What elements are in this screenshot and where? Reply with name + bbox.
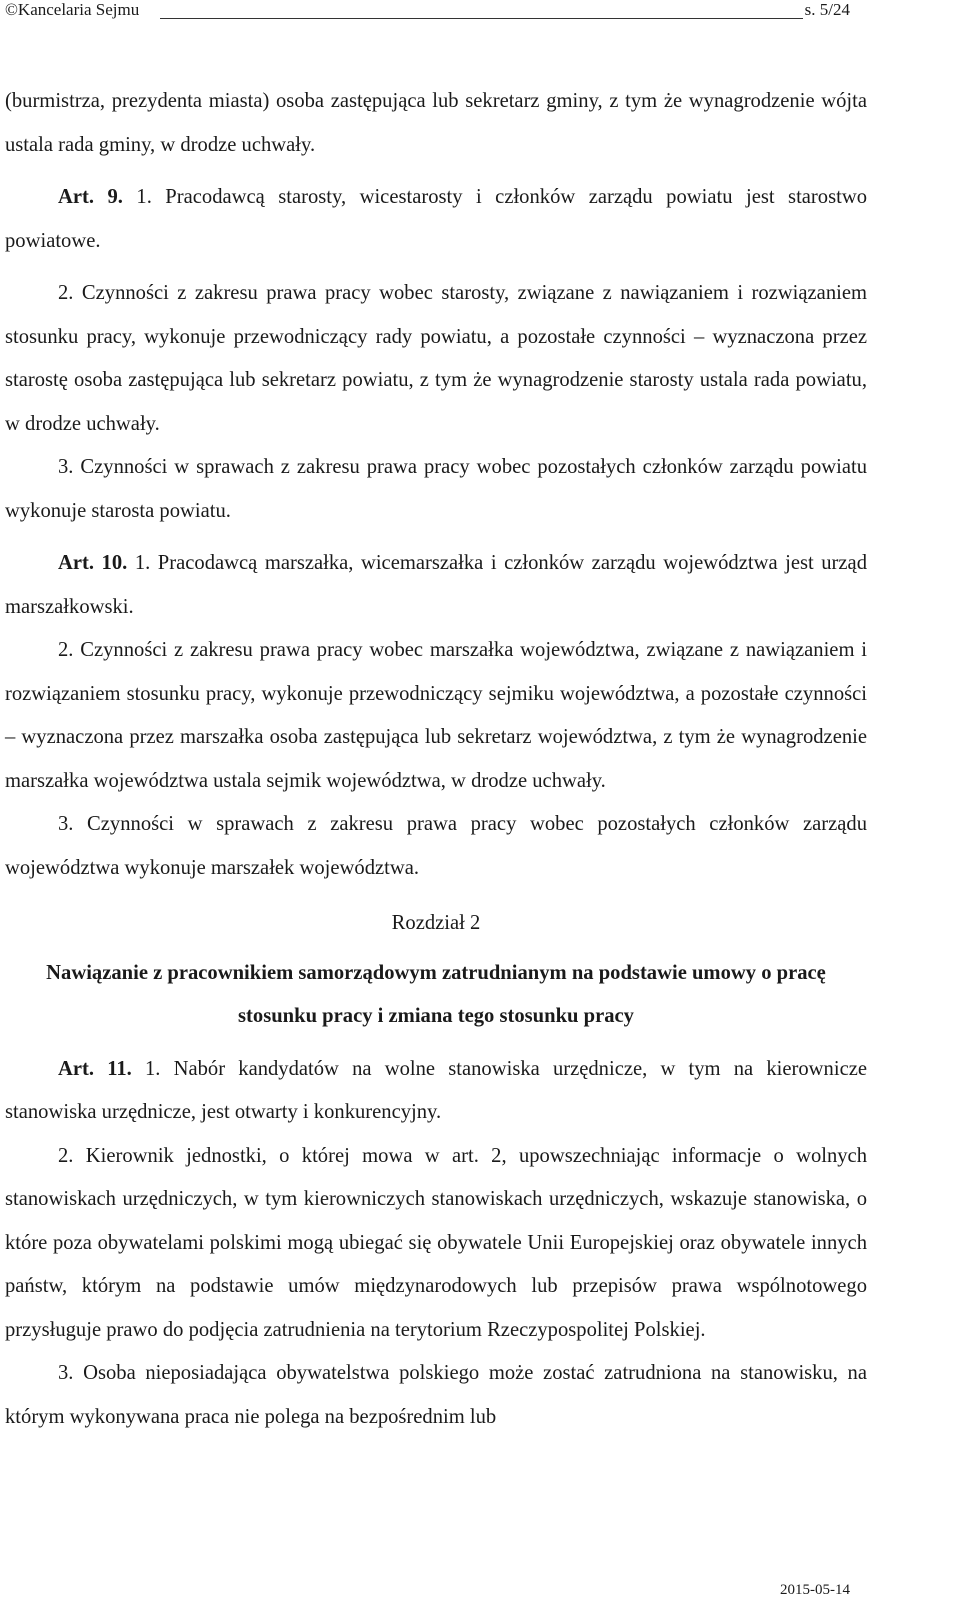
page-number: s. 5/24 (804, 0, 850, 19)
art-9-par-1 (5, 176, 867, 263)
art-11-par-2: 2. Kierownik jednostki, o której mowa w art. 2, upowszechniając informacje o wolnych stanowiskach urzędniczych, w tym kierowniczych stanowiskach urzędniczych, wskazuje stanowiska, o które poza obywatelami polskimi mogą ubiegać się obywatele Unii Europejskiej oraz obywatele innych państw, którym na podstawie umów międzynarodowych lub przepisów prawa wspólnotowego przysługuje prawo do podjęcia zatrudnienia na terytorium Rzeczypospolitej Polskiej. (5, 1144, 867, 1341)
art-10-par-1 (5, 542, 867, 629)
art-11-par-1 (5, 1048, 867, 1135)
footer-date: 2015-05-14 (780, 1582, 850, 1598)
art-10-label: Art. 10. (58, 552, 128, 574)
source-label: ©Kancelaria Sejmu (5, 0, 140, 19)
chapter-heading: Rozdział 2 (391, 912, 481, 934)
header-rule (160, 18, 803, 19)
document-body (5, 80, 867, 1439)
art-11-par-3: 3. Osoba nieposiadająca obywatelstwa polskiego może zostać zatrudniona na stanowisku, na którym wykonywana praca nie polega na bezpośrednim lub (5, 1362, 867, 1428)
page-footer (780, 1582, 850, 1599)
art-9-par-2: 2. Czynności z zakresu prawa pracy wobec starosty, związane z nawiązaniem i rozwiązaniem stosunku pracy, wykonuje przewodniczący rady powiatu, a pozostałe czynności – wyznaczona przez starostę osoba zastępująca lub sekretarz powiatu, z tym że wynagrodzenie starosty ustala rada powiatu, w drodze uchwały. (5, 282, 867, 435)
art-11-par-1-text: 1. Nabór kandydatów na wolne stanowiska urzędnicze, w tym na kierownicze stanowiska urzędnicze, jest otwarty i konkurencyjny. (5, 1057, 867, 1123)
art-9-par-1-text: 1. Pracodawcą starosty, wicestarosty i członków zarządu powiatu jest starostwo powiatowe. (5, 186, 867, 252)
art-10-par-2: 2. Czynności z zakresu prawa pracy wobec marszałka województwa, związane z nawiązaniem i rozwiązaniem stosunku pracy, wykonuje przewodniczący sejmiku województwa, a pozostałe czynności – wyznaczona przez marszałka osoba zastępująca lub sekretarz województwa, z tym że wynagrodzenie marszałka województwa ustala sejmik województwa, w drodze uchwały. (5, 639, 867, 792)
page-header (5, 0, 850, 24)
art-10-par-1-text: 1. Pracodawcą marszałka, wicemarszałka i członków zarządu województwa jest urząd marszałkowski. (5, 552, 867, 618)
art-9-label: Art. 9. (58, 186, 123, 208)
art-9-par-3: 3. Czynności w sprawach z zakresu prawa pracy wobec pozostałych członków zarządu powiatu wykonuje starosta powiatu. (5, 456, 867, 522)
chapter-title: Nawiązanie z pracownikiem samorządowym zatrudnianym na podstawie umowy o pracę stosunku pracy i zmiana tego stosunku pracy (46, 961, 826, 1027)
art-10-par-3: 3. Czynności w sprawach z zakresu prawa pracy wobec pozostałych członków zarządu województwa wykonuje marszałek województwa. (5, 813, 867, 879)
art-11-label: Art. 11. (58, 1057, 132, 1080)
paragraph-continuation: (burmistrza, prezydenta miasta) osoba zastępująca lub sekretarz gminy, z tym że wynagrodzenie wójta ustala rada gminy, w drodze uchwały. (5, 90, 867, 156)
